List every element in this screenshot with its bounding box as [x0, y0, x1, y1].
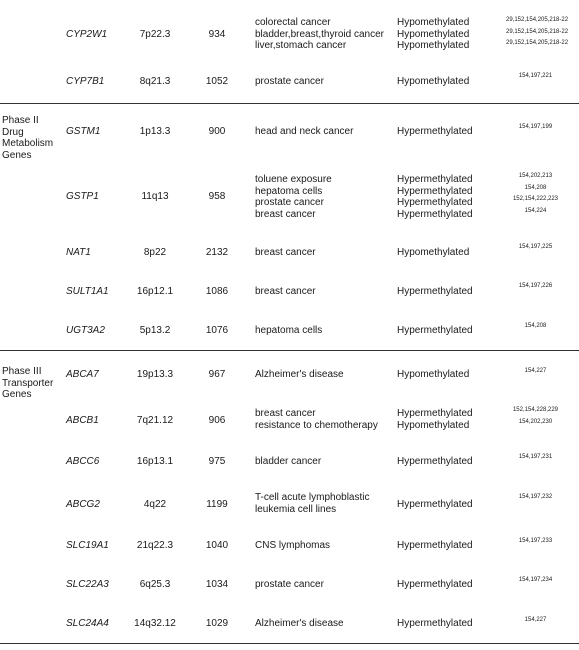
gene-name: SULT1A1 [66, 286, 109, 297]
gene-size: 1034 [205, 579, 229, 590]
section-divider-phase-iii [0, 350, 579, 351]
disease-list: Alzheimer's disease [255, 618, 344, 629]
methylation-status: Hypermethylated [397, 540, 473, 551]
disease-list: colorectal cancer bladder,breast,thyroid cancer liver,stomach cancer [255, 17, 384, 51]
chromosome-location: 8q21.3 [139, 76, 171, 87]
reference-list: 154,208 [524, 323, 547, 329]
group-label-phase-ii: Phase II Drug Metabolism Genes [2, 115, 54, 161]
reference-list: 154,197,199 [518, 124, 553, 130]
gene-size: 1199 [206, 499, 228, 510]
reference-list: 154,197,232 [518, 494, 553, 500]
gene-name: SLC19A1 [66, 540, 109, 551]
reference-list: 154,197,221 [518, 73, 553, 79]
gene-name: ABCG2 [66, 499, 100, 510]
group-label-phase-iii: Phase III Transporter Genes [2, 366, 54, 400]
chromosome-location: 16p12.1 [136, 286, 174, 297]
reference-list: 152,154,228,229 154,202,230 [512, 407, 559, 425]
chromosome-location: 1p13.3 [139, 126, 171, 137]
gene-size: 1076 [205, 325, 229, 336]
disease-list: Alzheimer's disease [255, 369, 344, 380]
disease-list: breast cancer [255, 286, 316, 297]
gene-name: ABCA7 [66, 369, 99, 380]
chromosome-location: 14q32.12 [134, 618, 176, 629]
disease-list: prostate cancer [255, 76, 324, 87]
gene-name: CYP2W1 [66, 29, 108, 40]
gene-size: 1040 [205, 540, 229, 551]
methylation-status: Hypermethylated [397, 618, 473, 629]
gene-name: UGT3A2 [66, 325, 105, 336]
chromosome-location: 7q21.12 [136, 415, 174, 426]
gene-size: 958 [208, 191, 226, 202]
gene-name: SLC22A3 [66, 579, 109, 590]
gene-name: CYP7B1 [66, 76, 105, 87]
chromosome-location: 16p13.1 [136, 456, 174, 467]
gene-size: 2132 [205, 247, 229, 258]
chromosome-location: 21q22.3 [136, 540, 174, 551]
disease-list: breast cancer [255, 247, 316, 258]
disease-list: head and neck cancer [255, 126, 354, 137]
methylation-status: Hypomethylated [397, 369, 470, 380]
gene-name: NAT1 [66, 247, 91, 258]
chromosome-location: 19p13.3 [136, 369, 174, 380]
methylation-status: Hypomethylated [397, 247, 470, 258]
methylation-status: Hypomethylated Hypomethylated Hypomethylated [397, 17, 470, 51]
chromosome-location: 7p22.3 [139, 29, 171, 40]
gene-name: GSTP1 [66, 191, 99, 202]
gene-size: 1052 [205, 76, 229, 87]
methylation-status: Hypermethylated [397, 456, 473, 467]
chromosome-location: 4q22 [143, 499, 167, 510]
reference-list: 29,152,154,205,218-22 29,152,154,205,218-22 29,152,154,205,218-22 [506, 17, 569, 46]
disease-list: prostate cancer [255, 579, 324, 590]
table-bottom-rule [0, 643, 579, 644]
chromosome-location: 6q25.3 [139, 579, 171, 590]
disease-list: breast cancer resistance to chemotherapy [255, 408, 378, 431]
reference-list: 154,197,226 [518, 283, 553, 289]
section-divider-phase-ii [0, 103, 579, 104]
methylation-status: Hypomethylated [397, 76, 470, 87]
gene-size: 900 [208, 126, 226, 137]
disease-list: bladder cancer [255, 456, 322, 467]
gene-name: SLC24A4 [66, 618, 109, 629]
gene-size: 1029 [205, 618, 229, 629]
reference-list: 154,197,231 [518, 454, 553, 460]
methylation-status: Hypermethylated [397, 286, 473, 297]
gene-size: 967 [208, 369, 226, 380]
methylation-status: Hypermethylated [397, 499, 473, 510]
disease-list: CNS lymphomas [255, 540, 331, 551]
chromosome-location: 8p22 [143, 247, 167, 258]
disease-list: hepatoma cells [255, 325, 323, 336]
gene-size: 934 [208, 29, 226, 40]
gene-name: ABCC6 [66, 456, 100, 467]
gene-name: ABCB1 [66, 415, 99, 426]
reference-list: 154,197,225 [518, 244, 553, 250]
methylation-status: Hypermethylated Hypermethylated Hypermethylated Hypermethylated [397, 174, 473, 220]
methylation-status: Hypermethylated [397, 325, 473, 336]
methylation-status: Hypermethylated Hypomethylated [397, 408, 473, 431]
disease-list: T-cell acute lymphoblastic leukemia cell lines [255, 492, 370, 515]
gene-name: GSTM1 [66, 126, 101, 137]
gene-size: 1086 [205, 286, 229, 297]
methylation-status: Hypermethylated [397, 126, 473, 137]
reference-list: 154,197,233 [518, 538, 553, 544]
reference-list: 154,197,234 [518, 577, 553, 583]
reference-list: 154,202,213 154,208 152,154,222,223 154,224 [512, 173, 559, 214]
gene-size: 906 [208, 415, 226, 426]
reference-list: 154,227 [524, 368, 547, 374]
chromosome-location: 11q13 [141, 191, 169, 202]
disease-list: toluene exposure hepatoma cells prostate cancer breast cancer [255, 174, 332, 220]
reference-list: 154,227 [524, 617, 547, 623]
gene-size: 975 [208, 456, 226, 467]
chromosome-location: 5p13.2 [139, 325, 171, 336]
methylation-status: Hypermethylated [397, 579, 473, 590]
